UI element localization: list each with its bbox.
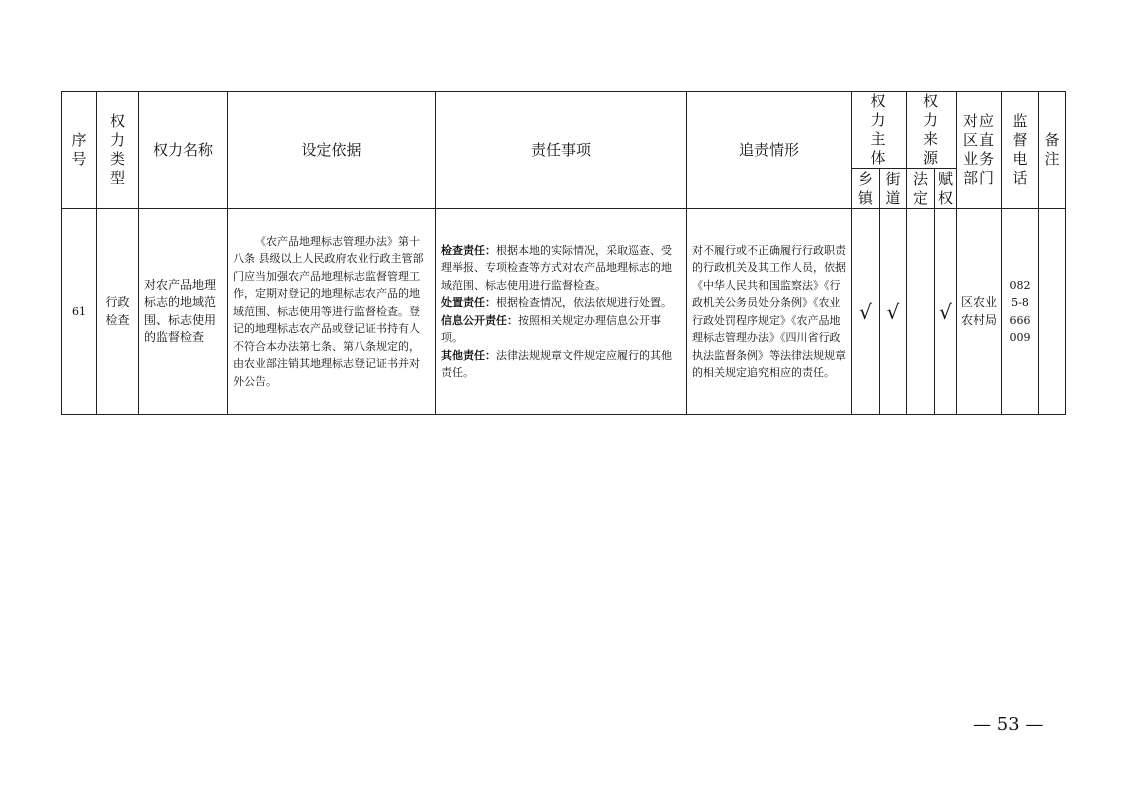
resp-label: 其他责任：	[441, 348, 496, 362]
header-accountability	[687, 92, 852, 209]
header-source-text: 权力来源	[922, 92, 940, 167]
header-seq	[62, 92, 97, 209]
cell-dept-text: 区农业农村局	[960, 295, 997, 327]
header-name	[139, 92, 228, 209]
cell-street-check: √	[880, 209, 907, 415]
page-number: — 53 —	[973, 714, 1044, 735]
cell-type-text: 行政检查	[105, 295, 130, 327]
resp-text: 根据检查情况，依法依规进行处置。	[496, 296, 672, 309]
header-remark-text: 备注	[1044, 131, 1060, 168]
header-source	[907, 92, 957, 169]
header-granted-text: 赋权	[938, 169, 954, 207]
resp-label: 处置责任：	[441, 296, 496, 309]
header-basis	[228, 92, 436, 209]
header-subject	[852, 92, 907, 169]
cell-accountability: 对不履行或不正确履行行政职责的行政机关及其工作人员，依据《中华人民共和国监察法》《行政机关公务员处分条例》《农业行政处罚程序规定》《农产品地理标志管理办法》《四川省行政执法监督条例》等法律法规规章的相关规定追究相应的责任。	[687, 209, 852, 415]
resp-item-disposal	[441, 294, 681, 312]
resp-label: 检查责任：	[441, 243, 496, 257]
header-seq-text: 序号	[71, 131, 87, 168]
header-source-legal	[907, 169, 935, 209]
resp-text: 法律法规规章文件规定应履行的其他责任。	[441, 348, 672, 379]
header-dept-text: 对应区直业务部门	[962, 112, 995, 187]
resp-item-other	[441, 347, 681, 382]
header-phone	[1002, 92, 1039, 209]
header-street-text: 街道	[885, 169, 901, 207]
cell-phone-text: 0825-8666009	[1009, 278, 1031, 344]
resp-text: 按照相关规定办理信息公开事项。	[441, 313, 661, 344]
cell-phone	[1002, 209, 1039, 415]
resp-text: 根据本地的实际情况，采取巡查、受理举报、专项检查等方式对农产品地理标志的地域范围、标志使用进行监督检查。	[441, 243, 672, 292]
header-name-text: 权力名称	[152, 140, 213, 159]
header-remark	[1039, 92, 1066, 209]
power-list-table	[61, 91, 1066, 415]
header-resp-text: 责任事项	[530, 140, 591, 159]
cell-legal-check	[907, 209, 935, 415]
header-subject-text: 权力主体	[870, 92, 888, 167]
cell-remark	[1039, 209, 1066, 415]
cell-resp	[436, 209, 687, 415]
resp-item-inspection	[441, 242, 681, 295]
header-source-granted	[935, 169, 957, 209]
cell-dept	[957, 209, 1002, 415]
cell-type	[97, 209, 139, 415]
header-legal-text: 法定	[913, 169, 929, 207]
header-subject-street	[880, 169, 907, 209]
header-accountability-text: 追责情形	[738, 140, 799, 159]
header-phone-text: 监督电话	[1012, 112, 1028, 187]
table-row	[62, 209, 1066, 415]
header-dept	[957, 92, 1002, 209]
header-basis-text: 设定依据	[301, 140, 362, 159]
resp-label: 信息公开责任：	[441, 313, 518, 327]
cell-granted-check: √	[935, 209, 957, 415]
cell-name: 对农产品地理标志的地域范围、标志使用的监督检查	[139, 209, 228, 415]
header-township-text: 乡镇	[858, 169, 874, 207]
header-resp	[436, 92, 687, 209]
resp-item-disclosure	[441, 312, 681, 347]
header-subject-township	[852, 169, 880, 209]
cell-seq: 61	[62, 209, 97, 415]
header-type	[97, 92, 139, 209]
cell-township-check: √	[852, 209, 880, 415]
header-type-text: 权力类型	[110, 112, 126, 187]
cell-basis: 《农产品地理标志管理办法》第十八条 县级以上人民政府农业行政主管部门应当加强农产品地理标志监督管理工作，定期对登记的地理标志农产品的地域范围、标志使用等进行监督检查。登记的地理标志农产品或登记证书持有人不符合本办法第七条、第八条规定的，由农业部注销其地理标志登记证书并对外公告。	[228, 209, 436, 415]
